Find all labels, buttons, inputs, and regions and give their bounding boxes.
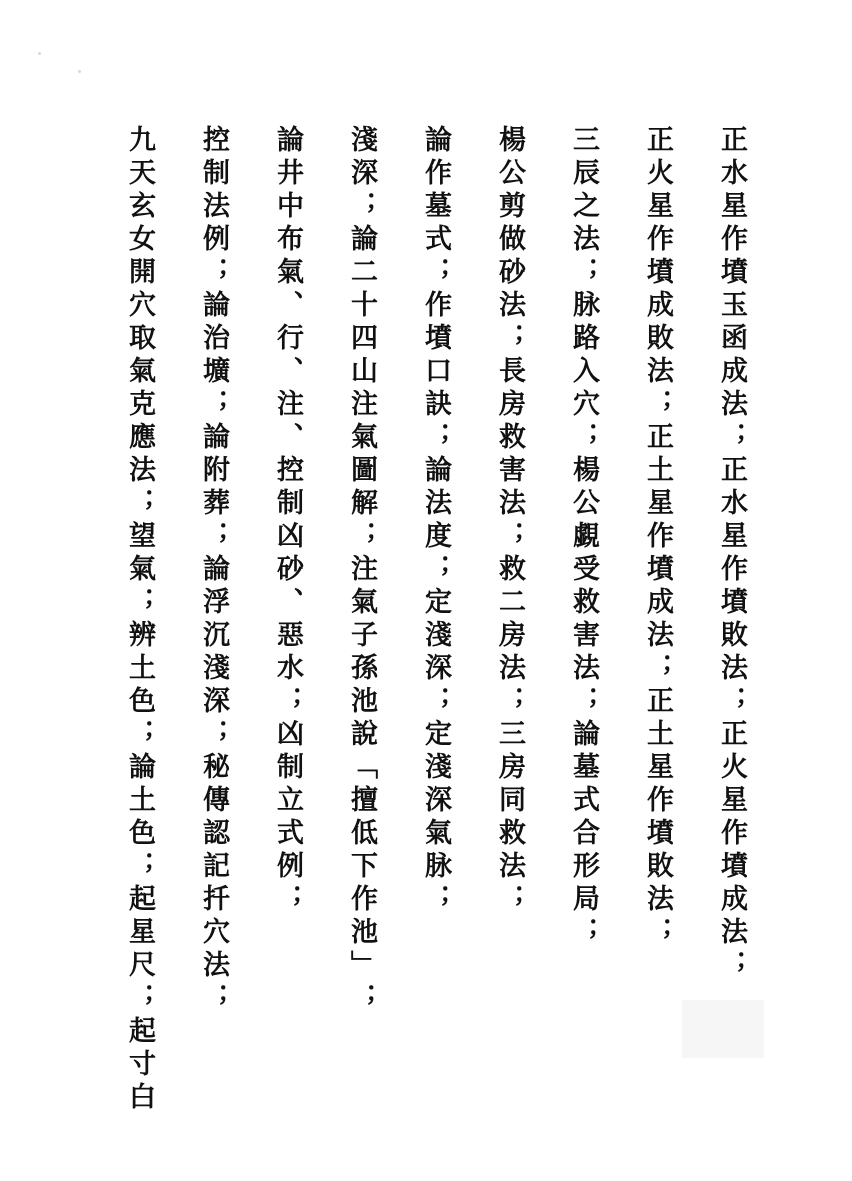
text-column-6: 淺深；論二十四山注氣圖解；注氣子孫池說「擅低下作池」； xyxy=(346,125,377,1016)
paper-speck xyxy=(38,52,41,55)
text-column-8: 控制法例；論治壙；論附葬；論浮沉淺深；秘傳認記扦穴法； xyxy=(198,125,229,1016)
vertical-text-block xyxy=(102,125,768,1115)
text-column-7: 論井中布氣、行、注、控制凶砂、惡水；凶制立式例； xyxy=(272,125,303,917)
scan-artifact xyxy=(682,1000,764,1058)
text-column-9: 九天玄女開穴取氣克應法；望氣；辨土色；論土色；起星尺；起寸白 xyxy=(124,125,155,1115)
text-column-4: 楊公剪做砂法；長房救害法；救二房法；三房同救法； xyxy=(494,125,525,917)
paper-speck xyxy=(78,70,81,73)
text-column-3: 三辰之法；脉路入穴；楊公覷受救害法；論墓式合形局； xyxy=(568,125,599,950)
text-column-5: 論作墓式；作墳口訣；論法度；定淺深；定淺深氣脉； xyxy=(420,125,451,917)
text-column-1: 正水星作墳玉函成法；正水星作墳敗法；正火星作墳成法； xyxy=(716,125,747,983)
text-column-2: 正火星作墳成敗法；正土星作墳成法；正土星作墳敗法； xyxy=(642,125,673,950)
